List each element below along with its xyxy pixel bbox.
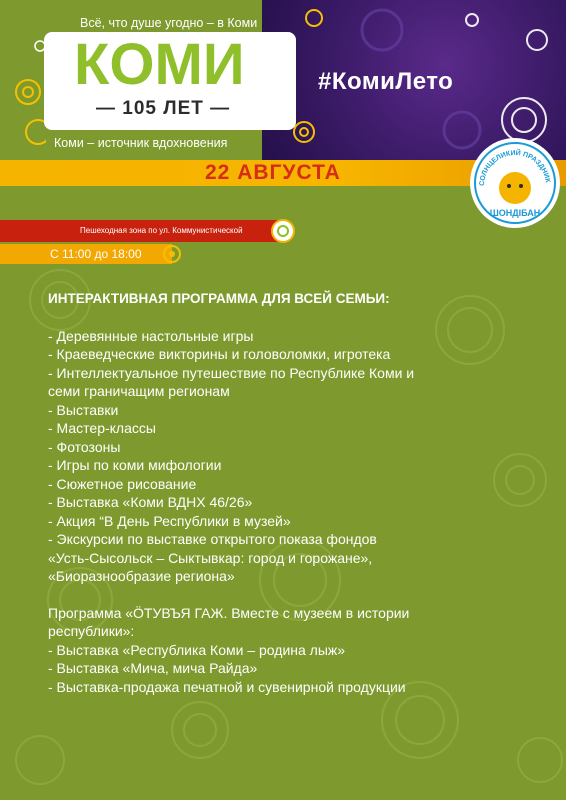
- program-list-item: - Игры по коми мифологии: [48, 457, 222, 473]
- program-second-block: [48, 604, 518, 697]
- program-list-item: - Фотозоны: [48, 438, 121, 455]
- komi-logo-wordmark: [74, 34, 274, 96]
- program-content: [48, 290, 518, 696]
- years-label: — 105 ЛЕТ —: [96, 98, 231, 119]
- badge-name: ШОНДІБАН: [489, 208, 541, 218]
- sun-face-icon: [499, 172, 531, 204]
- shondiban-badge: [468, 136, 562, 230]
- second-block-line: Программа «ÖТУВЪЯ ГАЖ. Вместе с музеем в истории: [48, 604, 410, 621]
- program-list-item: - Выставка «Коми ВДНХ 46/26»: [48, 494, 253, 510]
- program-list-item: «Усть-Сысольск – Сыктывкар: город и горожане»,: [48, 549, 373, 566]
- program-list-item: - Интеллектуальное путешествие по Республике Коми и: [48, 364, 415, 381]
- program-list-item: - Деревянные настольные игры: [48, 327, 254, 344]
- badge-arc-text: СОЛНЦЕЛИКИЙ ПРАЗДНИК: [478, 149, 551, 187]
- left-ornaments: [6, 20, 46, 150]
- second-block-line: республики»:: [48, 623, 135, 639]
- logo-letters: КОМИ: [74, 34, 245, 96]
- event-date: 22 АВГУСТА: [205, 161, 341, 184]
- hashtag-label: #КомиЛето: [318, 68, 454, 95]
- program-list-item: - Краеведческие викторины и головоломки, игротека: [48, 346, 391, 362]
- program-list-item: «Биоразнообразие региона»: [48, 568, 235, 584]
- program-list-item: семи граничащим регионам: [48, 383, 230, 399]
- program-list-item: - Акция “В День Республики в музей»: [48, 512, 291, 529]
- top-tagline: Всё, что душе угодно – в Коми: [80, 16, 258, 30]
- time-ornament-icon: [162, 244, 182, 264]
- second-block-line: - Выставка «Республика Коми – родина лыж»: [48, 641, 346, 658]
- second-block-line: - Выставка «Мича, мича Райда»: [48, 660, 258, 676]
- program-list-item: - Сюжетное рисование: [48, 475, 197, 492]
- program-items-list: [48, 327, 518, 586]
- program-heading: ИНТЕРАКТИВНАЯ ПРОГРАММА ДЛЯ ВСЕЙ СЕМЬИ:: [48, 291, 390, 306]
- second-block-line: - Выставка-продажа печатной и сувенирной продукции: [48, 678, 406, 695]
- logo-subtitle: Коми – источник вдохновения: [54, 136, 228, 150]
- program-list-item: - Выставки: [48, 401, 119, 418]
- venue-text: Пешеходная зона по ул. Коммунистической: [80, 226, 243, 235]
- venue-ornament-icon: [270, 218, 296, 244]
- time-text: С 11:00 до 18:00: [50, 247, 142, 261]
- program-list-item: - Экскурсии по выставке открытого показа фондов: [48, 531, 377, 547]
- program-list-item: - Мастер-классы: [48, 420, 156, 436]
